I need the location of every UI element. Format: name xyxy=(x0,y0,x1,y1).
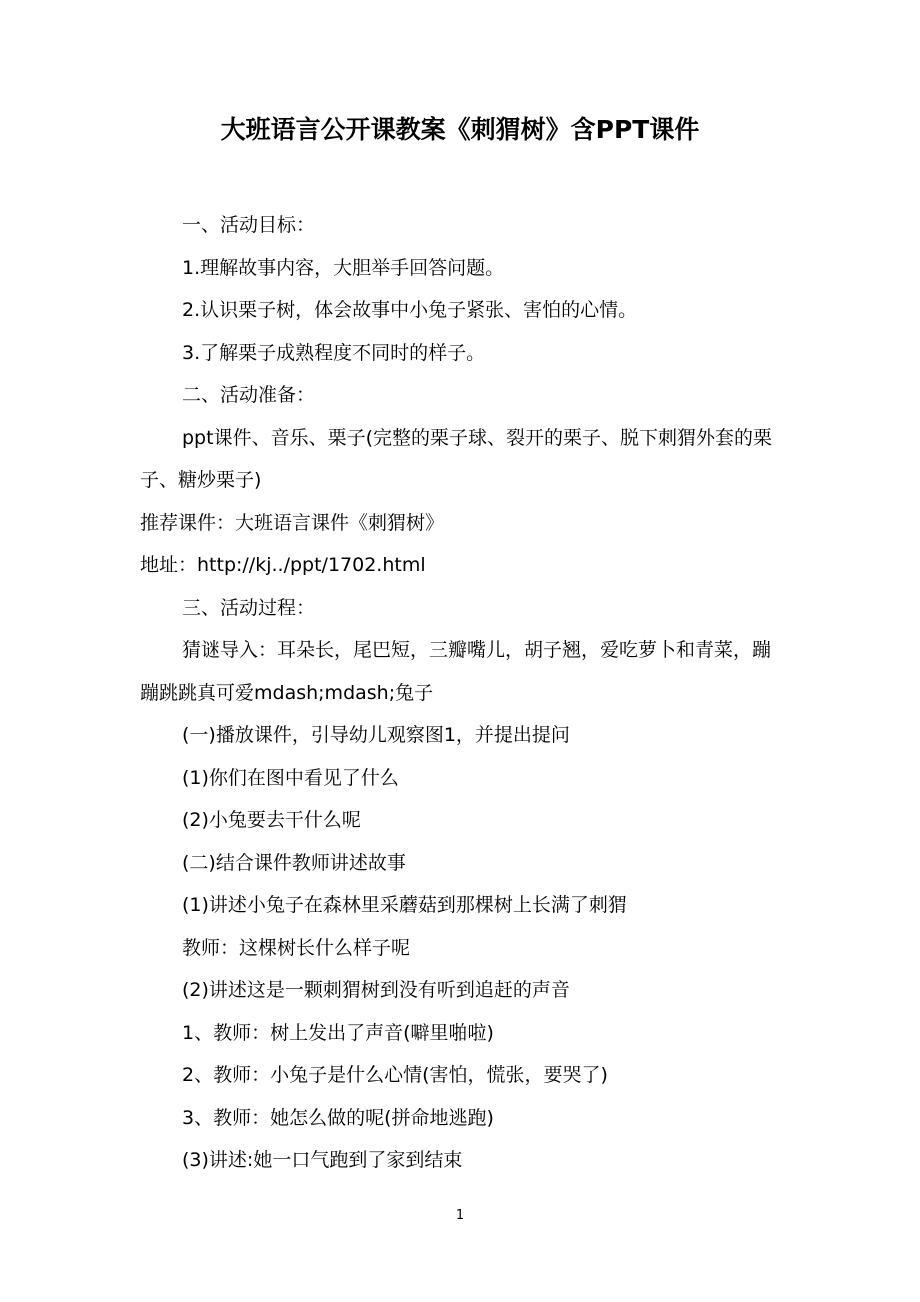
teacher-question-1: 教师：这棵树长什么样子呢 xyxy=(182,936,411,959)
section-heading-process: 三、活动过程： xyxy=(182,596,316,619)
courseware-address: 地址：http://kj../ppt/1702.html xyxy=(140,554,426,576)
process-step-1-q1: (1)你们在图中看见了什么 xyxy=(182,766,399,789)
teacher-question-3: 2、教师：小兔子是什么心情(害怕，慌张，要哭了) xyxy=(182,1064,608,1086)
preparation-materials: ppt课件、音乐、栗子(完整的栗子球、裂开的栗子、脱下刺猬外套的栗子、糖炒栗子) xyxy=(140,426,772,491)
process-step-1: (一)播放课件，引导幼儿观察图1，并提出提问 xyxy=(182,724,570,746)
section-heading-preparation: 二、活动准备： xyxy=(182,384,316,406)
teacher-question-4: 3、教师：她怎么做的呢(拼命地逃跑) xyxy=(182,1106,494,1129)
goal-item-3: 3.了解栗子成熟程度不同时的样子。 xyxy=(182,341,486,364)
document-title: 大班语言公开课教案《刺猬树》含PPT课件 xyxy=(220,115,700,144)
document-body xyxy=(140,204,784,1182)
recommended-courseware: 推荐课件：大班语言课件《刺猬树》 xyxy=(140,511,445,534)
section-heading-goals: 一、活动目标： xyxy=(182,214,316,236)
process-step-1-q2: (2)小兔要去干什么呢 xyxy=(182,809,361,831)
goal-item-1: 1.理解故事内容，大胆举手回答问题。 xyxy=(182,256,505,279)
process-step-2: (二)结合课件教师讲述故事 xyxy=(182,851,406,874)
process-step-2-part1: (1)讲述小兔子在森林里采蘑菇到那棵树上长满了刺猬 xyxy=(182,894,627,916)
page-number: 1 xyxy=(455,1208,465,1223)
teacher-question-2: 1、教师：树上发出了声音(噼里啪啦) xyxy=(182,1021,494,1044)
process-step-2-part2: (2)讲述这是一颗刺猬树到没有听到追赶的声音 xyxy=(182,979,570,1001)
riddle-intro: 猜谜导入：耳朵长，尾巴短，三瓣嘴儿，胡子翘，爱吃萝卜和青菜，蹦蹦跳跳真可爱mdash;mdash;兔子 xyxy=(140,639,772,704)
process-step-2-part3: (3)讲述:她一口气跑到了家到结束 xyxy=(182,1149,463,1171)
goal-item-2: 2.认识栗子树，体会故事中小兔子紧张、害怕的心情。 xyxy=(182,299,638,321)
